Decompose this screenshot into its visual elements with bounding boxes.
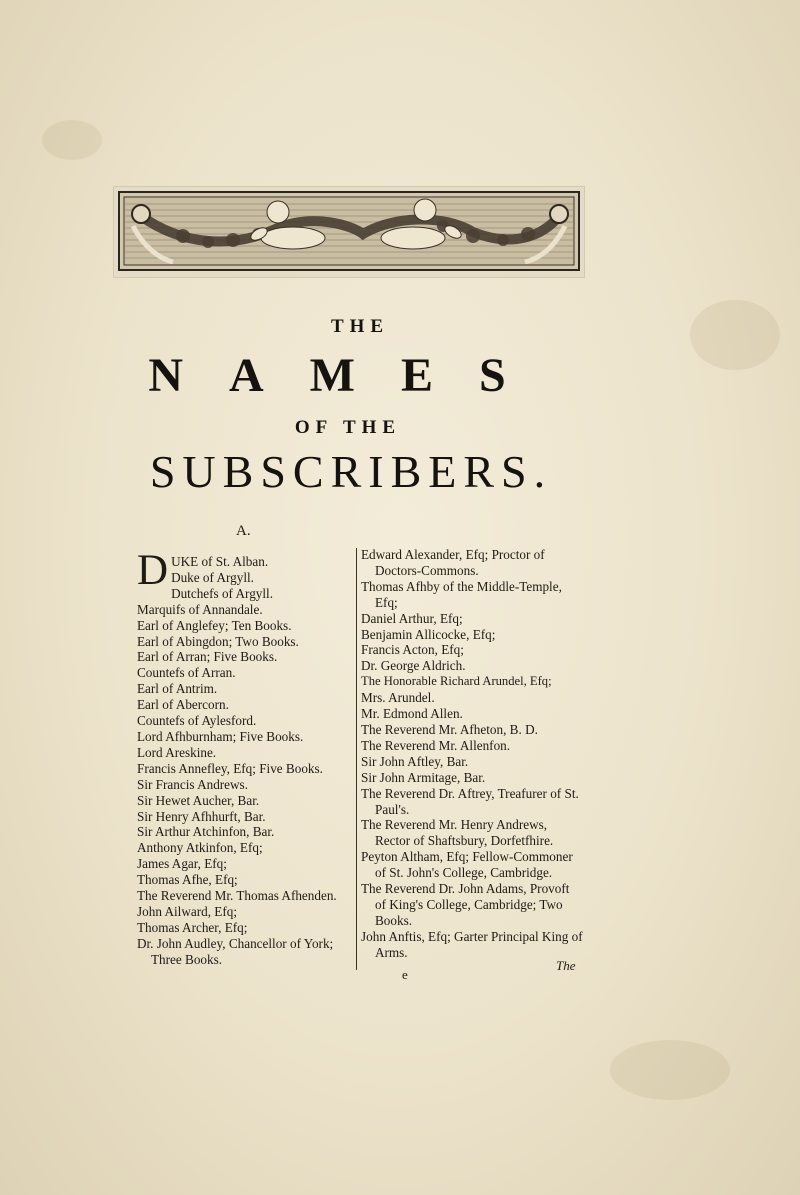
subscriber-column-left (137, 547, 353, 968)
subscriber-entry: Sir John Armitage, Bar. (361, 769, 486, 785)
foxing-stain (42, 120, 102, 160)
subscriber-entry: Anthony Atkinfon, Efq; (137, 840, 263, 856)
subscriber-entry: Thomas Afhe, Efq; (137, 872, 238, 888)
subscriber-entry: John Anftis, Efq; Garter Principal King of Arms. (361, 928, 583, 960)
subscriber-entry: Earl of Arran; Five Books. (137, 649, 278, 665)
subscriber-entry: Daniel Arthur, Efq; (361, 610, 463, 626)
subscriber-entry: Francis Acton, Efq; (361, 642, 464, 658)
subscriber-entry: Countefs of Aylesford. (137, 713, 257, 729)
engraved-headpiece (113, 186, 585, 278)
subscriber-entry: The Reverend Mr. Allenfon. (361, 737, 511, 753)
title-names: NAMES (148, 349, 552, 402)
subscriber-entry: Sir Francis Andrews. (137, 776, 248, 792)
subscriber-entry: The Reverend Mr. Thomas Afhenden. (137, 888, 337, 904)
subscriber-entry: Dr. George Aldrich. (361, 658, 466, 674)
subscriber-entry: Edward Alexander, Efq; Proctor of Doctors-Commons. (361, 547, 545, 578)
subscriber-entry: Thomas Afhby of the Middle-Temple, Efq; (361, 578, 562, 610)
subscriber-entry: Marquifs of Annandale. (137, 601, 263, 617)
title-subscribers: SUBSCRIBERS. (149, 446, 553, 497)
section-letter: A. (236, 523, 251, 539)
subscriber-entry: UKE of St. Alban. (171, 554, 269, 569)
subscriber-entry: Earl of Antrim. (137, 681, 218, 697)
subscriber-entry: The Reverend Mr. Afheton, B. D. (361, 721, 538, 737)
subscriber-entry: The Reverend Dr. John Adams, Provoft of King's College, Cambridge; Two Books. (361, 881, 570, 928)
subscriber-entry: Sir Henry Afhhurft, Bar. (137, 808, 266, 824)
drop-cap: D (137, 547, 169, 594)
signature-mark: e (402, 967, 408, 982)
subscriber-entry: Earl of Abercorn. (137, 697, 229, 713)
subscriber-entry: Lord Afhburnham; Five Books. (137, 728, 304, 744)
foxing-stain (610, 1040, 730, 1100)
subscriber-entry: Earl of Abingdon; Two Books. (137, 633, 299, 649)
subscriber-entry: Sir John Aftley, Bar. (361, 753, 469, 769)
subscriber-entry: Mr. Edmond Allen. (361, 706, 463, 722)
subscriber-entry: The Reverend Dr. Aftrey, Treafurer of St. Paul's. (361, 785, 579, 817)
subscriber-entry: John Ailward, Efq; (137, 903, 237, 919)
title-the: THE (330, 316, 390, 337)
subscriber-entry: Sir Arthur Atchinfon, Bar. (137, 824, 275, 840)
subscriber-entry: Mrs. Arundel. (361, 690, 435, 706)
subscriber-entry: Dr. John Audley, Chancellor of York; Three Books. (137, 935, 334, 967)
subscriber-entry: Dutchefs of Argyll. (171, 585, 274, 601)
subscriber-entry: Peyton Altham, Efq; Fellow-Commoner of St. John's College, Cambridge. (361, 849, 573, 881)
subscriber-entry: Lord Areskine. (137, 744, 217, 760)
title-of-the: OF THE (294, 417, 402, 438)
subscriber-entry: Thomas Archer, Efq; (137, 919, 248, 935)
subscriber-entry: James Agar, Efq; (137, 856, 227, 872)
subscriber-entry: Sir Hewet Aucher, Bar. (137, 792, 260, 808)
column-rule (356, 548, 357, 970)
subscriber-entry: The Honorable Richard Arundel, Efq; (361, 674, 552, 689)
subscriber-column-right (361, 547, 583, 961)
subscriber-entry: The Reverend Mr. Henry Andrews, Rector of Shaftsbury, Dorfetfhire. (361, 817, 554, 849)
subscriber-entry: Countefs of Arran. (137, 665, 236, 681)
subscriber-entry: Earl of Anglefey; Ten Books. (137, 617, 292, 633)
subscriber-entry: Benjamin Allicocke, Efq; (361, 626, 496, 642)
catchword: The (556, 958, 576, 973)
subscriber-entry: Duke of Argyll. (171, 569, 254, 585)
subscriber-entry: Francis Annefley, Efq; Five Books. (137, 760, 323, 776)
